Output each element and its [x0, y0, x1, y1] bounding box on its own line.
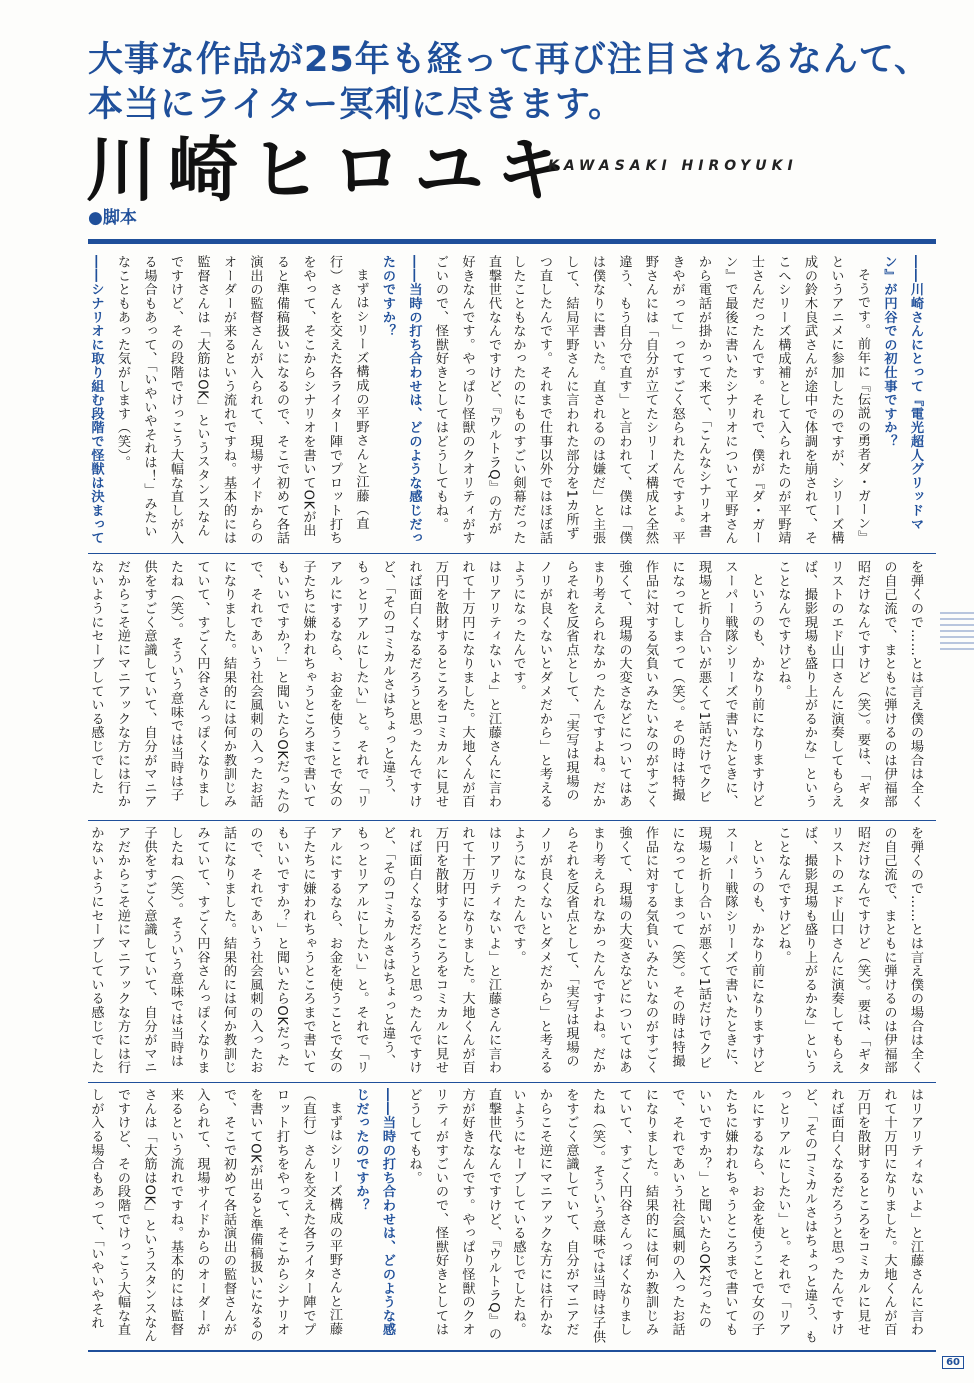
interview-answer: 直撃世代なんですけど、『ウルトラQ』の方が好きなんです。やっぱり怪獣のクオリティがすごいので、怪獣好きとしてはどうしてもね。 [433, 255, 501, 545]
interview-answer: はリアリティないよ」と江藤さんに言われて十万円になりました。大地くんが百万円を散財するところをコミカルに見せれば面白くなるだろうと思ったんですけど、「そのコミカルさはちょっと違う、もっとリアルにしたい」と。それで「リアルにするなら、お金を使うことで女の子たちに嫌われちゃうところまで書いてもいいですか？」と聞いたらOKだったので、それであいう社会風刺の入ったお話になりました。結果的には何か教訓じみていて、すごく円谷さんっぽくなりましたね（笑）。そういう意味では当時は子供をすごく意識していて、自分がマニアだからこそ逆にマニアックな方には行かないようにセーブしている感じでした [88, 560, 501, 815]
bottom-rule [88, 1350, 936, 1352]
interview-answer: を弾くので……とは言え僕の場合は全くの自己流で、まともに弾けるのは伊福部昭だけなんですけど（笑）。要は、「ギタリストのエド山口さんに演奏してもらえば、撮影現場も盛り上がるかな」ということなんですけどね。 [775, 826, 923, 1075]
interview-question: ――当時の打ち合わせは、どのような感じだったのですか？ [353, 1088, 395, 1337]
column-tier2-left [88, 560, 506, 815]
page-number: 60 [942, 1356, 964, 1369]
interview-answer: はリアリティないよ」と江藤さんに言われて十万円になりました。大地くんが百万円を散財するところをコミカルに見せれば面白くなるだろうと思ったんですけど、「そのコミカルさはちょっと違う、もっとリアルにしたい」と。それで「リアルにするなら、お金を使うことで女の子たちに嫌われちゃうところまで書いてもいいですか？」と聞いたらOKだったので、それであいう社会風刺の入ったお話になりました。結果的には何か教訓じみていて、すごく円谷さんっぽくなりましたね（笑）。そういう意味では当時は子供をすごく意識していて、自分がマニアだからこそ逆にマニアックな方には行かないようにセーブしている感じでした [88, 826, 501, 1075]
interview-answer: そうです。前年に『伝説の勇者ダ・ガーン』というアニメに参加したのですが、シリーズ構成の鈴木良武さんが途中で体調を崩されて、そこへシリーズ構成補として入られたのが平野靖士さんだったんです。それで、僕が『ダ・ガーン』で最後に書いたシナリオについて平野さんから電話が掛かって来て、「こんなシナリオ書きやがって」ってすごく怒られたんですよ。平野さんには「自分が立てたシリーズ構成と全然違う、もう自分で直す」と言われて、僕は「僕は僕なりに書いた。直されるのは嫌だ」と主張して、結局平野さんに言われた部分を1カ所ずつ直したんです。それまで仕事以外ではほぼ話したこともなかったのにものすごい剣幕だった [510, 255, 870, 545]
interview-answer: はリアリティないよ」と江藤さんに言われて十万円になりました。大地くんが百万円を散財するところをコミカルに見せれば面白くなるだろうと思ったんですけど、「そのコミカルさはちょっと違う、もっとリアルにしたい」と。それで「リアルにするなら、お金を使うことで女の子たちに嫌われちゃうところまで書いてもいいですか？」と聞いたらOKだったので、それであいう社会風刺の入ったお話になりました。結果的には何か教訓じみていて、すごく円谷さんっぽくなりましたね（笑）。そういう意味では当時は子供をすごく意識していて、自分がマニアだからこそ逆にマニアックな方には行かないようにセーブしている感じでしたね。 [510, 1088, 923, 1344]
headline-line-1: 大事な作品が25年も経って再び注目されるなんて、 [88, 40, 931, 80]
tier-divider-1 [88, 553, 936, 554]
person-role: ●脚本 [88, 208, 137, 228]
tier-divider-3 [88, 1082, 936, 1083]
interview-question: ――川崎さんにとって『電光超人グリッドマン』が円谷での初仕事ですか？ [881, 255, 923, 531]
headline [88, 38, 931, 128]
interview-answer: を弾くので……とは言え僕の場合は全くの自己流で、まともに弾けるのは伊福部昭だけなんですけど（笑）。要は、「ギタリストのエド山口さんに演奏してもらえば、撮影現場も盛り上がるかな」ということなんですけどね。 [775, 560, 923, 809]
interview-question: ――当時の打ち合わせは、どのような感じだったのですか？ [380, 255, 422, 545]
column-tier1-right [510, 255, 928, 547]
side-decoration [940, 612, 974, 654]
headline-line-2: 本当にライター冥利に尽きます。 [88, 85, 625, 125]
interview-answer: まずはシリーズ構成の平野さんと江藤（直行）さんを交えた各ライター陣でプロット打ちをやって、そこからシナリオを書いてOKが出ると準備稿扱いになるので、そこで初めて各話演出の監督さんが入られて、現場サイドからのオーダーが来るという流れですね。基本的には監督さんは「大筋はOK」というスタンスなんですけど、その段階でけっこう大幅な直しが入る場合もあって、「いやいやそれ [88, 1088, 342, 1343]
person-name: 川崎ヒロユキ [86, 129, 578, 211]
column-tier3-right [510, 826, 928, 1076]
interview-answer: というのも、かなり前になりますけどスーパー戦隊シリーズで書いたときに、現場と折り合いが悪くて1話だけでクビになってしまって（笑）。その時は特撮作品に対する気負いみたいなのがすごく強くて、現場の大変さなどについてはあまり考えられなかったんですよね。だからそれを反省点として、「実写は現場のノリが良くないとダメだから」と考えるようになったんです。 [510, 826, 764, 1075]
column-tier4-left [88, 1088, 506, 1344]
interview-answer: 直撃世代なんですけど、『ウルトラQ』の方が好きなんです。やっぱり怪獣のクオリティがすごいので、怪獣好きとしてはどうしてもね。 [406, 1088, 501, 1341]
column-tier3-left [88, 826, 506, 1076]
tier-divider-2 [88, 820, 936, 821]
top-rule [88, 239, 936, 244]
interview-answer: まずはシリーズ構成の平野さんと江藤（直行）さんを交えた各ライター陣でプロット打ちをやって、そこからシナリオを書いてOKが出ると準備稿扱いになるので、そこで初めて各話演出の監督さんが入られて、現場サイドからのオーダーが来るという流れですね。基本的には監督さんは「大筋はOK」というスタンスなんですけど、その段階でけっこう大幅な直しが入る場合もあって、「いやいやそれは！」みたいなこともあった気がします（笑）。 [115, 255, 369, 545]
interview-answer: というのも、かなり前になりますけどスーパー戦隊シリーズで書いたときに、現場と折り合いが悪くて1話だけでクビになってしまって（笑）。その時は特撮作品に対する気負いみたいなのがすごく強くて、現場の大変さなどについてはあまり考えられなかったんですよね。だからそれを反省点として、「実写は現場のノリが良くないとダメだから」と考えるようになったんです。 [510, 560, 764, 809]
person-name-romaji: KAWASAKI HIROYUKI [548, 158, 798, 174]
column-tier4-right [510, 1088, 928, 1344]
column-tier1-left [88, 255, 506, 547]
interview-question: ――シナリオに取り組む段階で怪獣は決まって [88, 255, 104, 545]
column-tier2-right [510, 560, 928, 815]
